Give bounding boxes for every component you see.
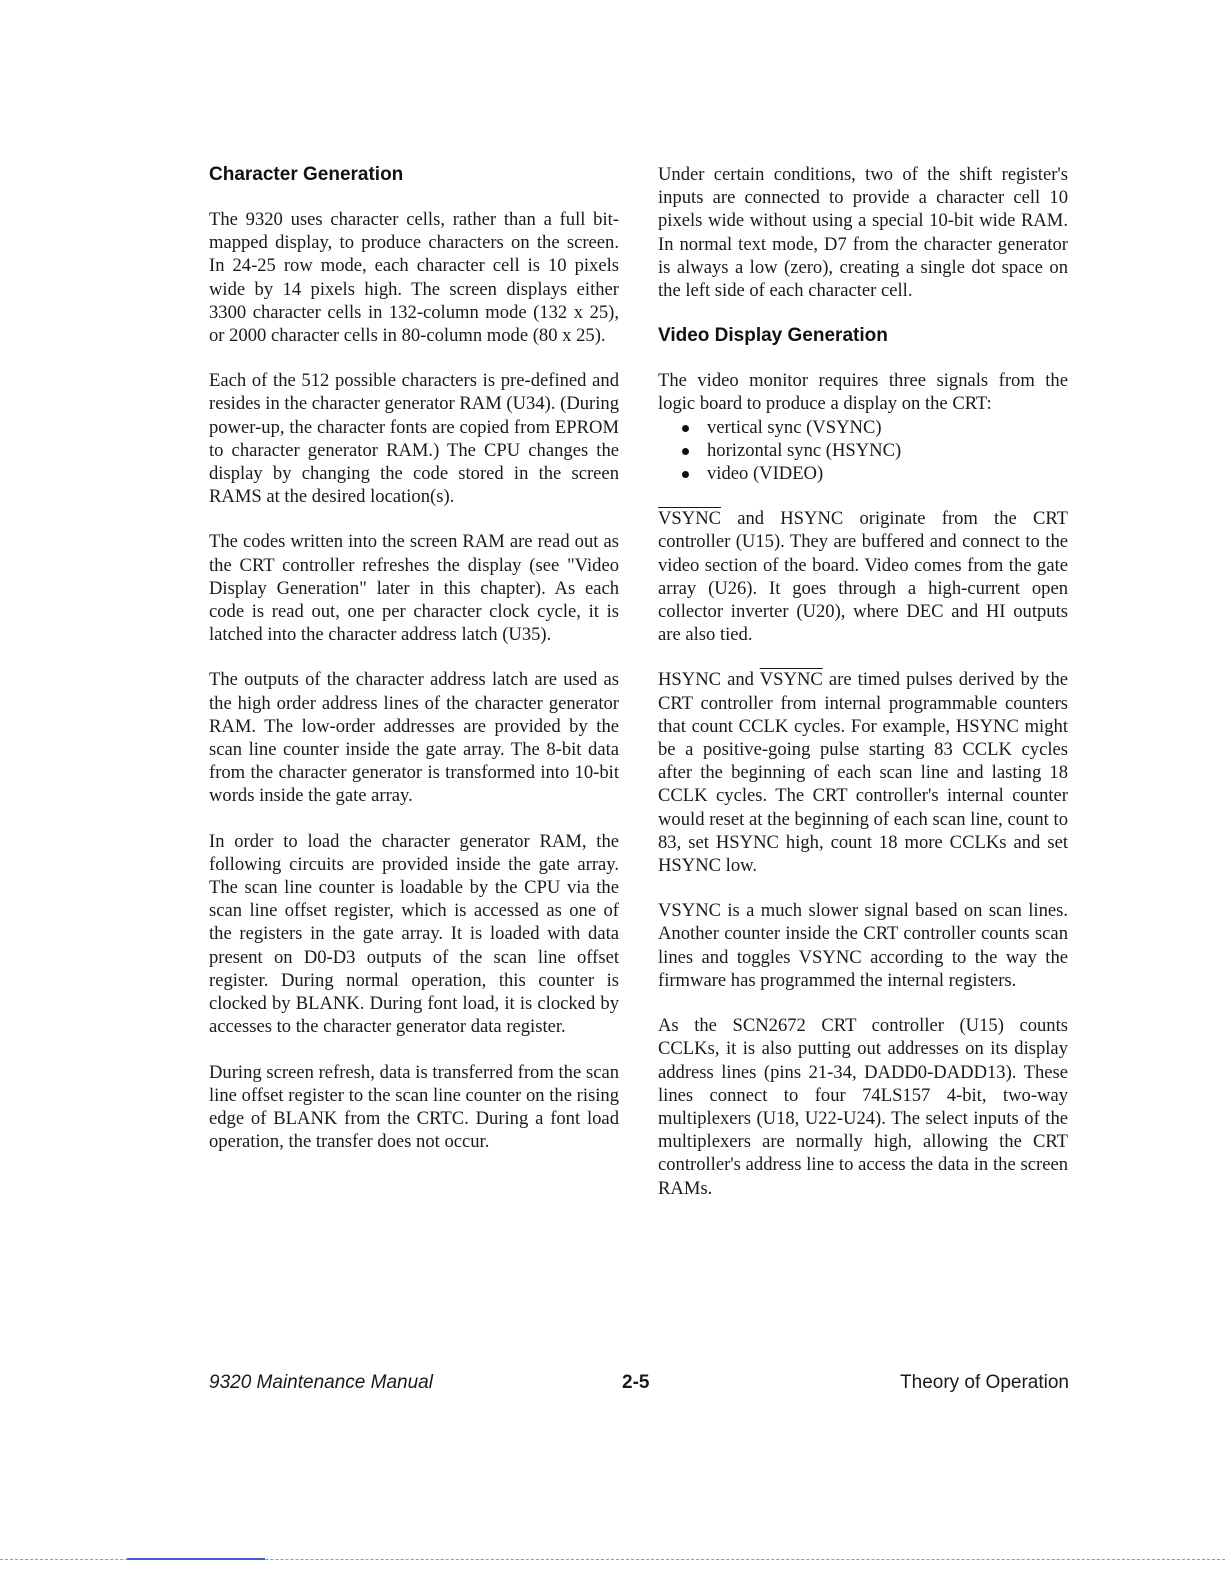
paragraph xyxy=(658,668,1068,877)
page-edge-marker xyxy=(127,1558,265,1560)
paragraph: The codes written into the screen RAM are read out as the CRT controller refreshes the display (see "Video Display Generation" later in this chapter). As each code is read out, one per character clock cycle, it is latched into the character address latch (U35). xyxy=(209,531,619,646)
signal-list xyxy=(658,416,1068,486)
list-item: horizontal sync (HSYNC) xyxy=(680,439,1068,462)
paragraph: In order to load the character generator RAM, the following circuits are provided inside the gate array. The scan line counter is loadable by the CPU via the scan line offset register, which is accessed as one of the registers in the gate array. It is loaded with data present on D0-D3 outputs of the scan line offset register. During normal operation, this counter is clocked by BLANK. During font load, it is clocked by accesses to the character generator data register. xyxy=(209,830,619,1038)
paragraph-text: HSYNC and xyxy=(658,669,760,691)
page-footer xyxy=(209,1372,1069,1398)
paragraph: Each of the 512 possible characters is pre-defined and resides in the character generator RAM (U34). (During power-up, the character fonts are copied from EPROM to character generator RAM.) The CPU changes the display by changing the code stored in the screen RAMS at the desired location(s). xyxy=(209,370,619,508)
list-item: video (VIDEO) xyxy=(680,462,1068,485)
right-column xyxy=(658,163,1068,1222)
list-item: vertical sync (VSYNC) xyxy=(680,416,1068,439)
paragraph: Under certain conditions, two of the shift register's inputs are connected to provide a character cell 10 pixels wide without using a special 10-bit wide RAM. In normal text mode, D7 from the character generator is always a low (zero), creating a single dot space on the left side of each character cell. xyxy=(658,164,1068,302)
section-heading-character-generation: Character Generation xyxy=(209,164,404,185)
paragraph: The 9320 uses character cells, rather than a full bit-mapped display, to produce characters on the screen. In 24-25 row mode, each character cell is 10 pixels wide by 14 pixels high. The screen displays either 3300 character cells in 132-column mode (132 x 25), or 2000 character cells in 80-column mode (80 x 25). xyxy=(209,209,619,347)
page-number: 2-5 xyxy=(622,1372,650,1393)
footer-section-title: Theory of Operation xyxy=(900,1372,1069,1393)
left-column xyxy=(209,163,619,1175)
footer-manual-title: 9320 Maintenance Manual xyxy=(209,1372,433,1393)
paragraph: VSYNC is a much slower signal based on scan lines. Another counter inside the CRT controller counts scan lines and toggles VSYNC according to the way the firmware has programmed the internal registers. xyxy=(658,900,1068,991)
paragraph-text: are timed pulses derived by the CRT controller from internal programmable counters that count CCLK cycles. For example, HSYNC might be a positive-going pulse starting 83 CCLK cycles after the beginning of each scan line and lasting 18 CCLK cycles. The CRT controller's internal counter would reset at the beginning of each scan line, count to 83, set HSYNC high, count 18 more CCLKs and set HSYNC low. xyxy=(658,669,1068,877)
paragraph: During screen refresh, data is transferred from the scan line offset register to the scan line counter on the rising edge of BLANK from the CRTC. During a font load operation, the transfer does not occur. xyxy=(209,1061,619,1153)
paragraph: The outputs of the character address latch are used as the high order address lines of the character generator RAM. The low-order addresses are provided by the scan line counter inside the gate array. The 8-bit data from the character generator is transformed into 10-bit words inside the gate array. xyxy=(209,669,619,807)
paragraph: As the SCN2672 CRT controller (U15) counts CCLKs, it is also putting out addresses on its display address lines (pins 21-34, DADD0-DADD13). These lines connect to four 74LS157 4-bit, two-way multiplexers (U18, U22-U24). The select inputs of the multiplexers are normally high, allowing the CRT controller's address line to access the data in the screen RAMs. xyxy=(658,1015,1068,1199)
vsync-overline-text: VSYNC xyxy=(658,508,722,530)
vsync-overline-text: VSYNC xyxy=(759,669,823,691)
paragraph: The video monitor requires three signals from the logic board to produce a display on the CRT: xyxy=(658,370,1068,415)
section-heading-video-display-generation: Video Display Generation xyxy=(658,325,888,347)
paragraph-text: and HSYNC originate from the CRT controller (U15). They are buffered and connect to the video section of the board. Video comes from the gate array (U26). It goes through a high-current open collector inverter (U20), where DEC and HI outputs are also tied. xyxy=(658,508,1068,646)
paragraph xyxy=(658,507,1068,646)
